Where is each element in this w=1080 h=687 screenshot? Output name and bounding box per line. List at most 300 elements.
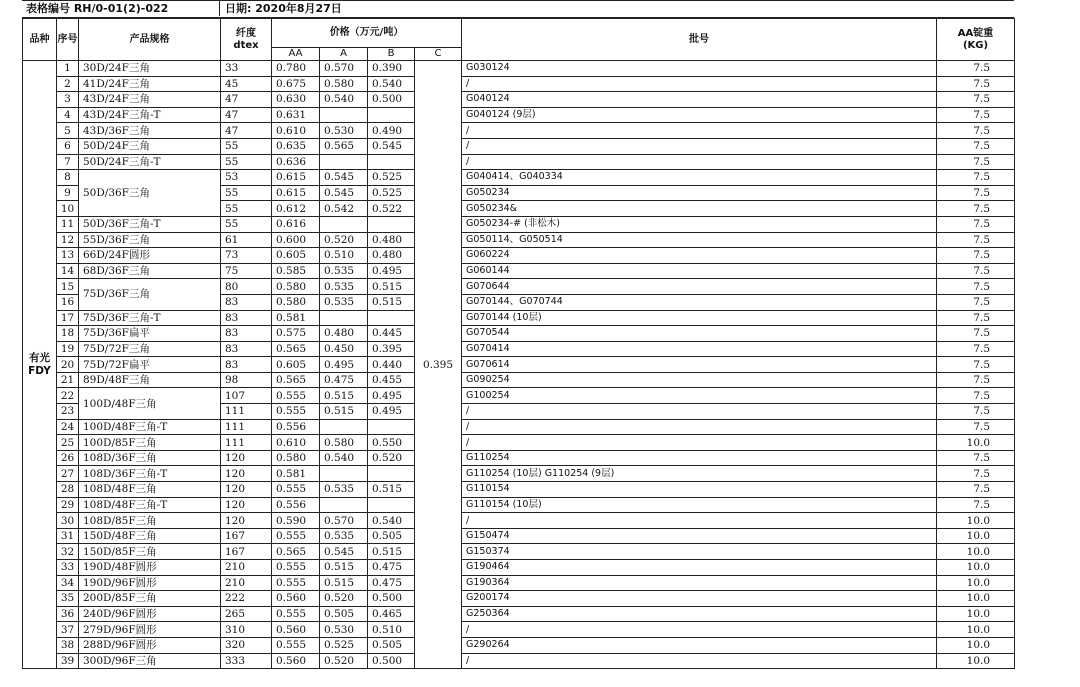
col-variety: 品种 (23, 19, 57, 61)
table-row (23, 326, 1015, 342)
table-row (23, 575, 1015, 591)
batch-cell: G110254 (462, 450, 937, 466)
price-a-cell: 0.580 (320, 76, 368, 92)
spec-cell: 150D/48F三角 (79, 528, 221, 544)
seq-cell: 34 (57, 575, 79, 591)
spec-cell: 150D/85F三角 (79, 544, 221, 560)
batch-cell: G070144、G070744 (462, 294, 937, 310)
price-b-cell: 0.465 (368, 606, 415, 622)
price-b-cell (368, 154, 415, 170)
seq-cell: 35 (57, 591, 79, 607)
seq-cell: 37 (57, 622, 79, 638)
price-aa-cell: 0.635 (272, 138, 320, 154)
spec-cell: 89D/48F三角 (79, 372, 221, 388)
price-aa-cell: 0.780 (272, 61, 320, 77)
price-a-cell: 0.535 (320, 279, 368, 295)
weight-cell: 7.5 (937, 76, 1015, 92)
dtex-cell: 320 (221, 637, 272, 653)
dtex-cell: 111 (221, 404, 272, 420)
spec-cell: 279D/96F圆形 (79, 622, 221, 638)
batch-cell: / (462, 138, 937, 154)
table-row (23, 170, 1015, 186)
seq-cell: 15 (57, 279, 79, 295)
price-b-cell: 0.540 (368, 513, 415, 529)
price-b-cell: 0.495 (368, 263, 415, 279)
table-row (23, 450, 1015, 466)
weight-cell: 7.5 (937, 450, 1015, 466)
table-row (23, 341, 1015, 357)
table-row (23, 216, 1015, 232)
price-a-cell: 0.480 (320, 326, 368, 342)
price-b-cell: 0.480 (368, 232, 415, 248)
price-aa-cell: 0.580 (272, 294, 320, 310)
table-row (23, 544, 1015, 560)
spec-cell: 75D/36F扁平 (79, 326, 221, 342)
weight-cell: 10.0 (937, 560, 1015, 576)
spec-cell: 75D/72F扁平 (79, 357, 221, 373)
price-b-cell: 0.515 (368, 294, 415, 310)
price-a-cell: 0.535 (320, 263, 368, 279)
table-row (23, 482, 1015, 498)
price-a-cell: 0.520 (320, 653, 368, 669)
weight-cell: 7.5 (937, 310, 1015, 326)
price-a-cell: 0.540 (320, 450, 368, 466)
spec-cell: 50D/24F三角-T (79, 154, 221, 170)
price-a-cell: 0.495 (320, 357, 368, 373)
batch-cell: G060224 (462, 248, 937, 264)
spec-cell: 100D/48F三角 (79, 388, 221, 419)
weight-cell: 7.5 (937, 372, 1015, 388)
price-aa-cell: 0.605 (272, 357, 320, 373)
table-row (23, 513, 1015, 529)
col-dtex-line1: 纤度 (236, 27, 256, 39)
table-row (23, 279, 1015, 295)
batch-cell: G070614 (462, 357, 937, 373)
table-row (23, 388, 1015, 404)
weight-cell: 7.5 (937, 123, 1015, 139)
price-a-cell (320, 466, 368, 482)
spec-cell: 50D/36F三角-T (79, 216, 221, 232)
price-a-cell (320, 216, 368, 232)
weight-cell: 7.5 (937, 404, 1015, 420)
dtex-cell: 98 (221, 372, 272, 388)
seq-cell: 23 (57, 404, 79, 420)
spec-cell: 66D/24F圆形 (79, 248, 221, 264)
table-row (23, 76, 1015, 92)
price-aa-cell: 0.615 (272, 170, 320, 186)
price-a-cell (320, 419, 368, 435)
price-b-cell (368, 107, 415, 123)
price-a-cell: 0.570 (320, 513, 368, 529)
price-aa-cell: 0.631 (272, 107, 320, 123)
spec-cell: 50D/36F三角 (79, 170, 221, 217)
price-a-cell: 0.515 (320, 560, 368, 576)
spec-cell: 100D/85F三角 (79, 435, 221, 451)
seq-cell: 4 (57, 107, 79, 123)
seq-cell: 18 (57, 326, 79, 342)
weight-cell: 7.5 (937, 294, 1015, 310)
price-aa-cell: 0.585 (272, 263, 320, 279)
spec-cell: 190D/96F圆形 (79, 575, 221, 591)
table-row (23, 232, 1015, 248)
batch-cell: G050234& (462, 201, 937, 217)
price-b-cell: 0.515 (368, 544, 415, 560)
seq-cell: 39 (57, 653, 79, 669)
price-b-cell: 0.495 (368, 404, 415, 420)
spec-cell: 55D/36F三角 (79, 232, 221, 248)
price-aa-cell: 0.565 (272, 341, 320, 357)
price-b-cell (368, 497, 415, 513)
spec-cell: 41D/24F三角 (79, 76, 221, 92)
seq-cell: 10 (57, 201, 79, 217)
price-b-cell (368, 419, 415, 435)
dtex-cell: 111 (221, 435, 272, 451)
col-price-b: B (368, 48, 415, 61)
price-aa-cell: 0.560 (272, 622, 320, 638)
spec-cell: 100D/48F三角-T (79, 419, 221, 435)
dtex-cell: 222 (221, 591, 272, 607)
dtex-cell: 120 (221, 450, 272, 466)
col-weight (937, 19, 1015, 61)
price-aa-cell: 0.630 (272, 92, 320, 108)
table-row (23, 123, 1015, 139)
batch-cell: / (462, 513, 937, 529)
price-aa-cell: 0.555 (272, 560, 320, 576)
weight-cell: 10.0 (937, 591, 1015, 607)
batch-cell: G200174 (462, 591, 937, 607)
weight-cell: 7.5 (937, 341, 1015, 357)
spec-cell: 108D/48F三角-T (79, 497, 221, 513)
batch-cell: G040124 (9层) (462, 107, 937, 123)
col-price-aa: AA (272, 48, 320, 61)
price-sheet (22, 0, 1014, 669)
seq-cell: 9 (57, 185, 79, 201)
spec-cell: 108D/48F三角 (79, 482, 221, 498)
price-b-cell: 0.500 (368, 653, 415, 669)
price-b-cell: 0.500 (368, 591, 415, 607)
table-row (23, 560, 1015, 576)
dtex-cell: 120 (221, 513, 272, 529)
batch-cell: G190364 (462, 575, 937, 591)
seq-cell: 7 (57, 154, 79, 170)
weight-cell: 10.0 (937, 575, 1015, 591)
weight-cell: 7.5 (937, 279, 1015, 295)
price-a-cell: 0.570 (320, 61, 368, 77)
batch-cell: / (462, 404, 937, 420)
weight-cell: 10.0 (937, 606, 1015, 622)
weight-cell: 7.5 (937, 154, 1015, 170)
seq-cell: 26 (57, 450, 79, 466)
seq-cell: 29 (57, 497, 79, 513)
col-seq: 序号 (57, 19, 79, 61)
price-b-cell: 0.445 (368, 326, 415, 342)
price-a-cell: 0.530 (320, 622, 368, 638)
dtex-cell: 333 (221, 653, 272, 669)
seq-cell: 33 (57, 560, 79, 576)
price-b-cell (368, 216, 415, 232)
price-b-cell: 0.505 (368, 528, 415, 544)
header-divider (219, 1, 220, 16)
dtex-cell: 107 (221, 388, 272, 404)
batch-cell: G250364 (462, 606, 937, 622)
batch-cell: G090254 (462, 372, 937, 388)
spec-cell: 43D/24F三角-T (79, 107, 221, 123)
spec-cell: 190D/48F圆形 (79, 560, 221, 576)
table-row (23, 357, 1015, 373)
price-b-cell: 0.525 (368, 185, 415, 201)
dtex-cell: 83 (221, 326, 272, 342)
price-a-cell: 0.475 (320, 372, 368, 388)
sheet-header (22, 0, 1014, 18)
table-row (23, 637, 1015, 653)
price-b-cell: 0.515 (368, 482, 415, 498)
dtex-cell: 265 (221, 606, 272, 622)
price-b-cell: 0.540 (368, 76, 415, 92)
batch-cell: G070144 (10层) (462, 310, 937, 326)
weight-cell: 7.5 (937, 185, 1015, 201)
table-row (23, 622, 1015, 638)
table-row (23, 435, 1015, 451)
weight-cell: 7.5 (937, 248, 1015, 264)
price-b-cell: 0.455 (368, 372, 415, 388)
price-b-cell: 0.490 (368, 123, 415, 139)
price-aa-cell: 0.636 (272, 154, 320, 170)
price-aa-cell: 0.610 (272, 123, 320, 139)
price-b-cell: 0.495 (368, 388, 415, 404)
batch-cell: G110154 (10层) (462, 497, 937, 513)
price-b-cell: 0.510 (368, 622, 415, 638)
table-row (23, 653, 1015, 669)
price-aa-cell: 0.605 (272, 248, 320, 264)
dtex-cell: 73 (221, 248, 272, 264)
price-b-cell: 0.550 (368, 435, 415, 451)
batch-cell: G100254 (462, 388, 937, 404)
price-b-cell: 0.440 (368, 357, 415, 373)
dtex-cell: 210 (221, 560, 272, 576)
price-aa-cell: 0.600 (272, 232, 320, 248)
batch-cell: G110154 (462, 482, 937, 498)
variety-cell (23, 61, 57, 669)
price-a-cell: 0.535 (320, 528, 368, 544)
dtex-cell: 310 (221, 622, 272, 638)
weight-cell: 10.0 (937, 637, 1015, 653)
batch-cell: G290264 (462, 637, 937, 653)
price-aa-cell: 0.555 (272, 482, 320, 498)
weight-cell: 7.5 (937, 466, 1015, 482)
col-price-a: A (320, 48, 368, 61)
spec-cell: 108D/36F三角 (79, 450, 221, 466)
seq-cell: 38 (57, 637, 79, 653)
batch-cell: G070414 (462, 341, 937, 357)
dtex-cell: 55 (221, 138, 272, 154)
price-aa-cell: 0.581 (272, 466, 320, 482)
weight-cell: 7.5 (937, 357, 1015, 373)
price-a-cell: 0.535 (320, 482, 368, 498)
batch-cell: G030124 (462, 61, 937, 77)
seq-cell: 27 (57, 466, 79, 482)
table-row (23, 310, 1015, 326)
spec-cell: 108D/36F三角-T (79, 466, 221, 482)
dtex-cell: 80 (221, 279, 272, 295)
table-row (23, 419, 1015, 435)
price-b-cell: 0.520 (368, 450, 415, 466)
seq-cell: 6 (57, 138, 79, 154)
weight-cell: 7.5 (937, 92, 1015, 108)
dtex-cell: 75 (221, 263, 272, 279)
price-a-cell: 0.515 (320, 404, 368, 420)
price-aa-cell: 0.675 (272, 76, 320, 92)
price-aa-cell: 0.580 (272, 279, 320, 295)
weight-cell: 7.5 (937, 497, 1015, 513)
batch-cell: / (462, 419, 937, 435)
price-a-cell (320, 154, 368, 170)
seq-cell: 5 (57, 123, 79, 139)
seq-cell: 3 (57, 92, 79, 108)
price-b-cell: 0.480 (368, 248, 415, 264)
spec-cell: 300D/96F三角 (79, 653, 221, 669)
dtex-cell: 111 (221, 419, 272, 435)
col-price-group: 价格（万元/吨） (272, 19, 462, 48)
spec-cell: 75D/36F三角-T (79, 310, 221, 326)
seq-cell: 22 (57, 388, 79, 404)
spec-cell: 50D/24F三角 (79, 138, 221, 154)
weight-cell: 7.5 (937, 388, 1015, 404)
price-aa-cell: 0.555 (272, 575, 320, 591)
price-aa-cell: 0.575 (272, 326, 320, 342)
seq-cell: 14 (57, 263, 79, 279)
dtex-cell: 120 (221, 482, 272, 498)
price-b-cell (368, 466, 415, 482)
price-aa-cell: 0.555 (272, 637, 320, 653)
price-aa-cell: 0.556 (272, 497, 320, 513)
seq-cell: 20 (57, 357, 79, 373)
seq-cell: 17 (57, 310, 79, 326)
batch-cell: G050114、G050514 (462, 232, 937, 248)
col-dtex (221, 19, 272, 61)
dtex-cell: 55 (221, 154, 272, 170)
spec-cell: 30D/24F三角 (79, 61, 221, 77)
price-aa-cell: 0.565 (272, 544, 320, 560)
price-b-cell: 0.395 (368, 341, 415, 357)
price-b-cell: 0.500 (368, 92, 415, 108)
price-b-cell: 0.522 (368, 201, 415, 217)
price-aa-cell: 0.555 (272, 388, 320, 404)
seq-cell: 11 (57, 216, 79, 232)
price-a-cell (320, 310, 368, 326)
dtex-cell: 47 (221, 107, 272, 123)
col-dtex-line2: dtex (233, 39, 259, 51)
price-b-cell: 0.515 (368, 279, 415, 295)
batch-cell: G060144 (462, 263, 937, 279)
weight-cell: 10.0 (937, 528, 1015, 544)
dtex-cell: 83 (221, 310, 272, 326)
table-row (23, 263, 1015, 279)
seq-cell: 16 (57, 294, 79, 310)
table-row (23, 107, 1015, 123)
dtex-cell: 33 (221, 61, 272, 77)
price-a-cell: 0.542 (320, 201, 368, 217)
price-a-cell: 0.580 (320, 435, 368, 451)
batch-cell: G070544 (462, 326, 937, 342)
batch-cell: G190464 (462, 560, 937, 576)
seq-cell: 32 (57, 544, 79, 560)
col-weight-line1: AA锭重 (957, 27, 994, 39)
spec-cell: 43D/24F三角 (79, 92, 221, 108)
spec-cell: 75D/72F三角 (79, 341, 221, 357)
batch-cell: / (462, 435, 937, 451)
weight-cell: 7.5 (937, 326, 1015, 342)
batch-cell: / (462, 653, 937, 669)
price-b-cell (368, 310, 415, 326)
table-row (23, 154, 1015, 170)
seq-cell: 12 (57, 232, 79, 248)
weight-cell: 7.5 (937, 107, 1015, 123)
price-a-cell: 0.540 (320, 92, 368, 108)
price-aa-cell: 0.612 (272, 201, 320, 217)
col-price-c: C (415, 48, 462, 61)
weight-cell: 7.5 (937, 419, 1015, 435)
dtex-cell: 47 (221, 92, 272, 108)
batch-cell: / (462, 154, 937, 170)
dtex-cell: 55 (221, 201, 272, 217)
batch-cell: G050234-# (非松木) (462, 216, 937, 232)
dtex-cell: 55 (221, 216, 272, 232)
dtex-cell: 210 (221, 575, 272, 591)
table-row (23, 92, 1015, 108)
batch-cell: G040414、G040334 (462, 170, 937, 186)
weight-cell: 7.5 (937, 232, 1015, 248)
price-a-cell: 0.530 (320, 123, 368, 139)
seq-cell: 2 (57, 76, 79, 92)
table-row (23, 372, 1015, 388)
table-row (23, 528, 1015, 544)
spec-cell: 240D/96F圆形 (79, 606, 221, 622)
table-row (23, 248, 1015, 264)
price-b-cell: 0.475 (368, 575, 415, 591)
dtex-cell: 83 (221, 357, 272, 373)
dtex-cell: 61 (221, 232, 272, 248)
batch-cell: G150374 (462, 544, 937, 560)
spec-cell: 68D/36F三角 (79, 263, 221, 279)
batch-cell: G150474 (462, 528, 937, 544)
price-aa-cell: 0.560 (272, 591, 320, 607)
weight-cell: 7.5 (937, 216, 1015, 232)
seq-cell: 21 (57, 372, 79, 388)
batch-cell: G110254 (10层) G110254 (9层) (462, 466, 937, 482)
col-spec: 产品规格 (79, 19, 221, 61)
weight-cell: 10.0 (937, 622, 1015, 638)
batch-cell: / (462, 123, 937, 139)
dtex-cell: 120 (221, 497, 272, 513)
dtex-cell: 55 (221, 185, 272, 201)
seq-cell: 1 (57, 61, 79, 77)
price-a-cell: 0.505 (320, 606, 368, 622)
dtex-cell: 53 (221, 170, 272, 186)
dtex-cell: 83 (221, 294, 272, 310)
dtex-cell: 167 (221, 544, 272, 560)
batch-cell: G050234 (462, 185, 937, 201)
price-aa-cell: 0.590 (272, 513, 320, 529)
price-a-cell: 0.525 (320, 637, 368, 653)
variety-label: 有光 FDY (28, 351, 51, 377)
price-aa-cell: 0.616 (272, 216, 320, 232)
price-a-cell: 0.565 (320, 138, 368, 154)
table-row (23, 497, 1015, 513)
spec-cell: 75D/36F三角 (79, 279, 221, 310)
table-row (23, 138, 1015, 154)
weight-cell: 7.5 (937, 170, 1015, 186)
price-a-cell: 0.515 (320, 388, 368, 404)
